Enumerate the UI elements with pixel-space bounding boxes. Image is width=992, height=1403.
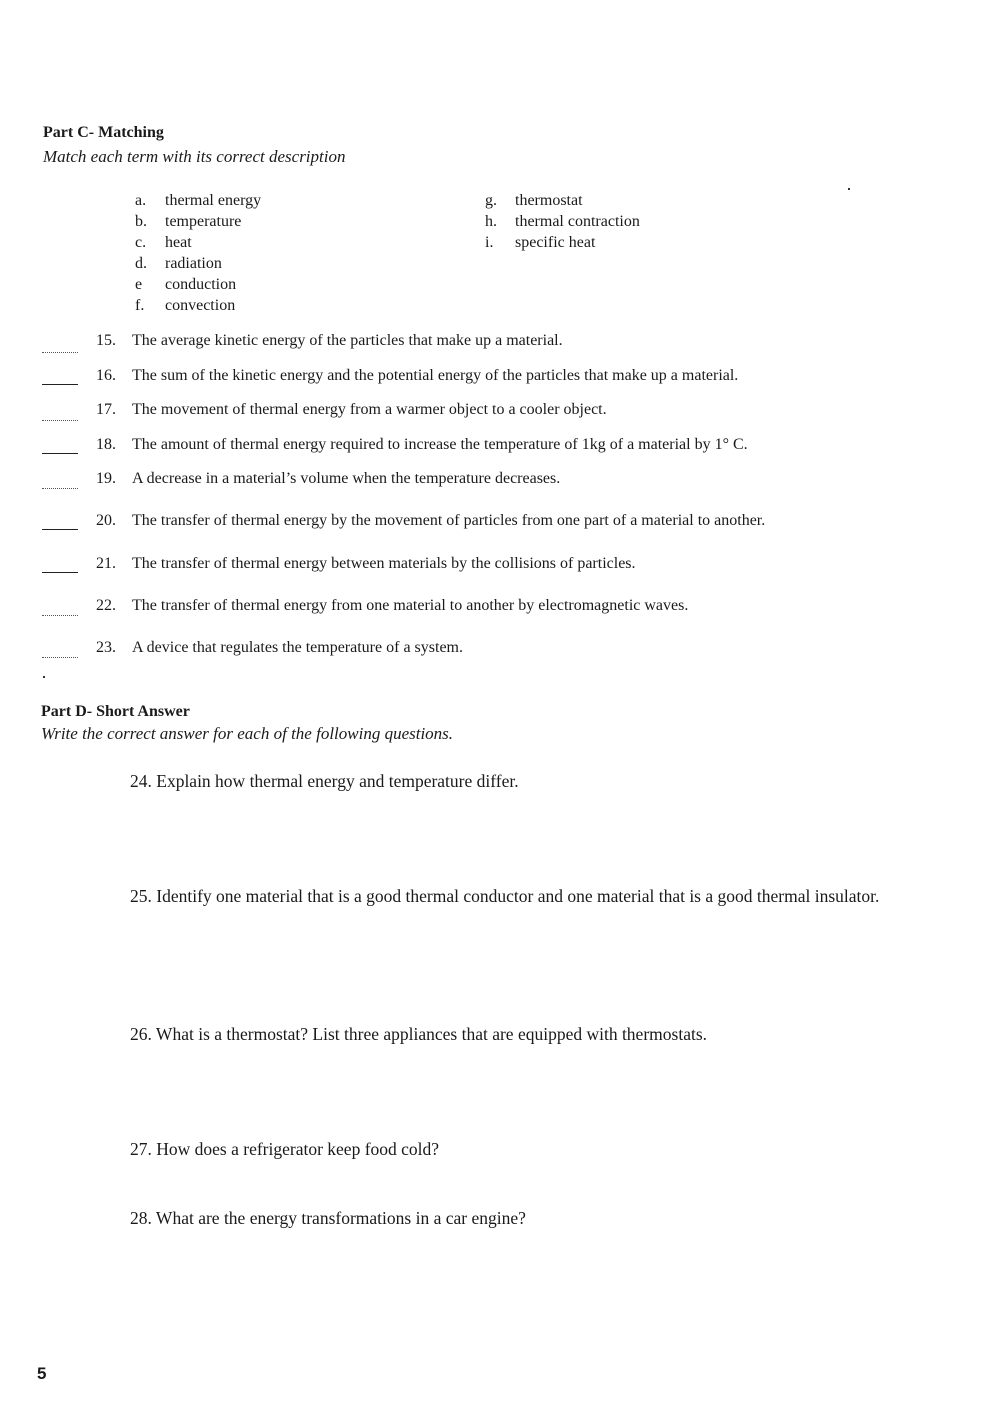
term-b: b. temperature <box>135 213 242 230</box>
answer-blank-15[interactable] <box>42 352 78 353</box>
page-number: 5 <box>37 1364 47 1383</box>
answer-blank-22[interactable] <box>42 615 78 616</box>
term-e: e conduction <box>135 276 237 293</box>
term-d: d. radiation <box>135 255 222 272</box>
term-f: f. convection <box>135 297 236 314</box>
term-h: h. thermal contraction <box>485 213 640 230</box>
answer-blank-16[interactable] <box>42 384 78 385</box>
answer-blank-23[interactable] <box>42 657 78 658</box>
part-d-instructions: Write the correct answer for each of the following questions. <box>41 724 454 743</box>
term-i: i. specific heat <box>485 234 596 251</box>
short-answer-24: 24. Explain how thermal energy and temperature differ. <box>130 771 519 791</box>
scan-speck <box>43 676 45 678</box>
short-answer-25: 25. Identify one material that is a good thermal conductor and one material that is a good thermal insulator. <box>130 886 880 906</box>
term-a: a. thermal energy <box>135 192 262 209</box>
term-g: g. thermostat <box>485 192 583 209</box>
answer-blank-20[interactable] <box>42 529 78 530</box>
short-answer-26: 26. What is a thermostat? List three appliances that are equipped with thermostats. <box>130 1024 708 1044</box>
part-d-heading: Part D- Short Answer <box>41 703 190 720</box>
short-answer-28: 28. What are the energy transformations in a car engine? <box>130 1208 526 1228</box>
short-answer-27: 27. How does a refrigerator keep food cold? <box>130 1139 440 1159</box>
part-c-instructions: Match each term with its correct description <box>43 147 346 166</box>
answer-blank-21[interactable] <box>42 572 78 573</box>
scan-speck <box>848 188 850 190</box>
answer-blank-18[interactable] <box>42 453 78 454</box>
answer-blank-17[interactable] <box>42 420 78 421</box>
term-c: c. heat <box>135 234 192 251</box>
part-c-heading: Part C- Matching <box>43 124 164 141</box>
answer-blank-19[interactable] <box>42 488 78 489</box>
